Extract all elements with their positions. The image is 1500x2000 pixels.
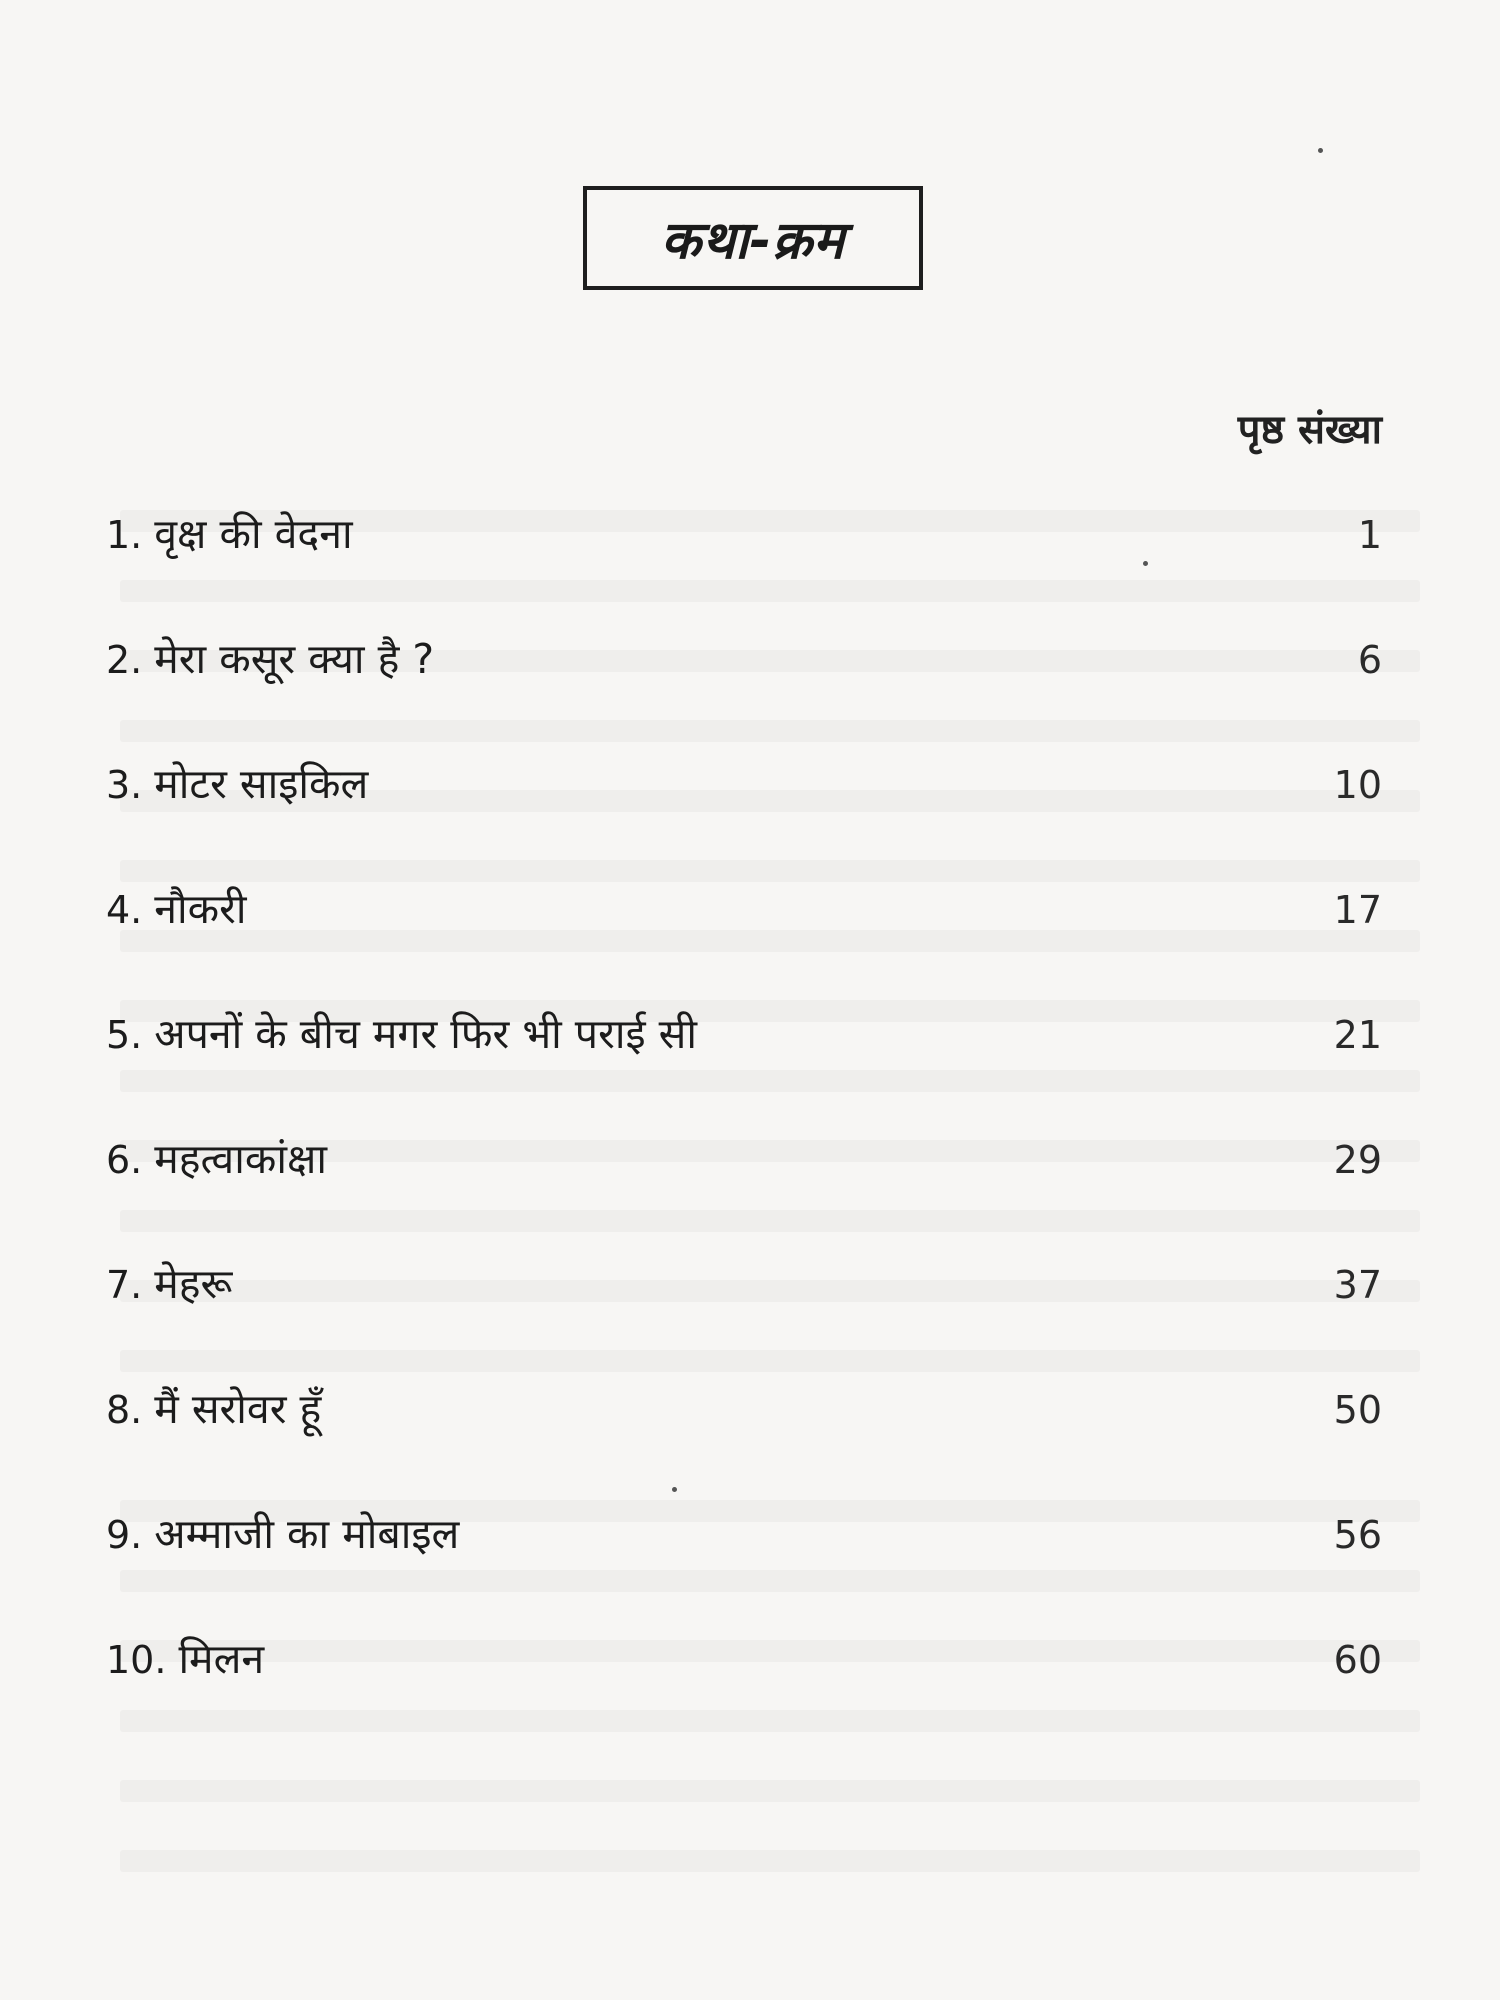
toc-entry-number: 7.	[106, 1263, 143, 1307]
table-of-contents	[106, 505, 1382, 1755]
toc-entry-title: मोटर साइकिल	[154, 760, 369, 808]
toc-entry[interactable]	[106, 1255, 1382, 1380]
bleed-through-line	[120, 1850, 1420, 1872]
toc-entry-title: अम्माजी का मोबाइल	[154, 1510, 460, 1558]
toc-entry-number: 2.	[106, 638, 143, 682]
toc-entry-page: 56	[1333, 1513, 1382, 1557]
toc-entry-page: 50	[1333, 1388, 1382, 1432]
toc-entry-number: 1.	[106, 513, 143, 557]
toc-entry-title: अपनों के बीच मगर फिर भी पराई सी	[154, 1010, 697, 1058]
page-number-column-label: पृष्ठ संख्या	[1237, 407, 1382, 453]
toc-entry-page: 1	[1357, 513, 1382, 557]
toc-entry[interactable]	[106, 1505, 1382, 1630]
toc-entry-number: 6.	[106, 1138, 143, 1182]
toc-entry-number: 4.	[106, 888, 143, 932]
toc-entry-label	[106, 1005, 697, 1061]
toc-entry-page: 60	[1333, 1638, 1382, 1682]
toc-entry-title: वृक्ष की वेदना	[154, 510, 353, 558]
toc-entry-title: नौकरी	[154, 885, 247, 933]
toc-entry[interactable]	[106, 1630, 1382, 1755]
toc-entry-number: 9.	[106, 1513, 143, 1557]
toc-entry-label	[106, 880, 247, 936]
bleed-through-line	[120, 1780, 1420, 1802]
toc-entry-title: मिलन	[178, 1635, 265, 1683]
toc-entry-number: 5.	[106, 1013, 143, 1057]
toc-entry-label	[106, 505, 353, 561]
toc-entry-label	[106, 1380, 321, 1436]
toc-entry-label	[106, 1505, 459, 1561]
toc-entry-label	[106, 1630, 264, 1686]
toc-entry-label	[106, 630, 434, 686]
toc-entry-label	[106, 1255, 232, 1311]
toc-entry-label	[106, 755, 368, 811]
toc-entry-page: 37	[1333, 1263, 1382, 1307]
toc-entry-number: 3.	[106, 763, 143, 807]
toc-entry[interactable]	[106, 505, 1382, 630]
toc-entry[interactable]	[106, 880, 1382, 1005]
toc-entry-page: 10	[1333, 763, 1382, 807]
toc-entry-page: 6	[1357, 638, 1382, 682]
toc-entry-page: 29	[1333, 1138, 1382, 1182]
toc-entry-title: मेरा कसूर क्या है ?	[154, 635, 435, 683]
toc-entry-page: 17	[1333, 888, 1382, 932]
toc-entry-number: 8.	[106, 1388, 143, 1432]
toc-entry[interactable]	[106, 1005, 1382, 1130]
toc-entry-label	[106, 1130, 327, 1186]
toc-entry-title: मैं सरोवर हूँ	[154, 1385, 322, 1433]
scan-speck	[1318, 148, 1323, 153]
page-title: कथा-क्रम	[660, 210, 846, 271]
toc-entry[interactable]	[106, 1130, 1382, 1255]
toc-entry-title: मेहरू	[154, 1260, 233, 1308]
toc-entry-title: महत्वाकांक्षा	[154, 1135, 327, 1183]
toc-entry-number: 10.	[106, 1638, 167, 1682]
toc-entry[interactable]	[106, 630, 1382, 755]
toc-entry[interactable]	[106, 755, 1382, 880]
toc-entry-page: 21	[1333, 1013, 1382, 1057]
heading-box	[583, 186, 923, 290]
toc-entry[interactable]	[106, 1380, 1382, 1505]
